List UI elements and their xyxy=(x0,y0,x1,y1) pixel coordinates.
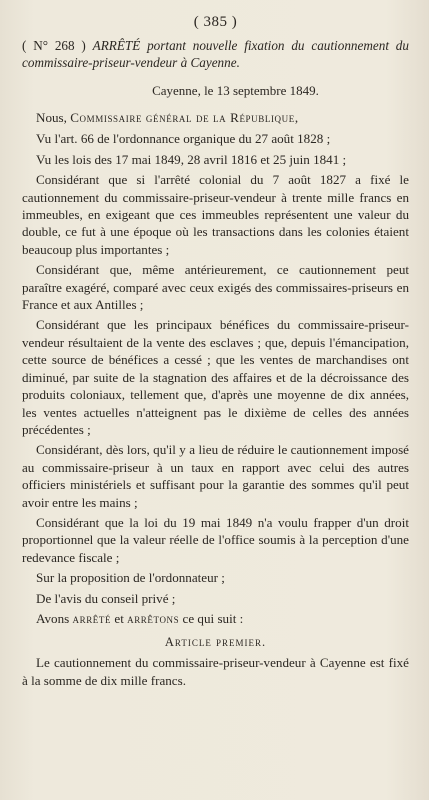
decree-number: ( N° 268 ) xyxy=(22,38,86,53)
paragraph: Vu les lois des 17 mai 1849, 28 avril 1816 et 25 juin 1841 ; xyxy=(36,151,347,167)
paragraph: Vu l'art. 66 de l'ordonnance organique du 27 août 1828 ; xyxy=(36,131,331,147)
paragraph: Considérant que les principaux bénéfices du commissaire-priseur-vendeur résultaient de la vente des esclaves ; que, depuis l'émancipation, cette source de bénéfices a cessé ; que les ventes de marchandises ont diminué, par suite de la stagnation des affaires et de la décroissance des produits coloniaux, tellement que, d'après une moyenne de dix années, les ventes actuelles n'atteignent pas le dixième de celles des années précédentes ; xyxy=(22,317,409,437)
issuer-line xyxy=(22,109,409,126)
issuer-title: Commissaire général de la République xyxy=(70,110,295,125)
paragraph: Sur la proposition de l'ordonnateur ; xyxy=(36,570,225,586)
page-number: ( 385 ) xyxy=(193,14,238,30)
paragraph: Considérant que, même antérieurement, ce cautionnement peut paraître exagéré, comparé avec ceux exigés des commissaires-priseurs en France et aux Antilles ; xyxy=(22,262,409,313)
enactment-middle: et xyxy=(111,610,128,626)
enactment-line xyxy=(22,610,409,627)
enactment-word-2: arrêtons xyxy=(127,610,180,626)
enactment-word-1: arrêté xyxy=(72,610,112,626)
paragraph: Considérant que si l'arrêté colonial du 7 août 1827 a fixé le cautionnement du commissaire-priseur-vendeur à trente mille francs en immeubles, en exigeant que ces immeubles représentent une valeur du double, ce fut à une époque où les transactions dans les colonies étaient beaucoup plus importantes ; xyxy=(22,172,409,257)
paragraph: Considérant que la loi du 19 mai 1849 n'a voulu frapper d'un droit proportionnel que la valeur réelle de l'office soumis à la perception d'une redevance fiscale ; xyxy=(22,514,409,565)
paragraph: Considérant, dès lors, qu'il y a lieu de réduire le cautionnement imposé au commissaire-priseur à un taux en rapport avec celui des autres officiers ministériels et suffisant pour la garantie des sommes qu'il peut avoir entre les mains ; xyxy=(22,442,409,510)
decree-title: ARRÊTÉ portant nouvelle fixation du cautionnement du commissaire-priseur-vendeur à Cayenne. xyxy=(22,38,409,70)
issuer-suffix: , xyxy=(294,110,299,125)
enactment-prefix: Avons xyxy=(36,610,73,626)
decree-heading xyxy=(22,37,409,71)
article-title: Article premier. xyxy=(164,635,267,650)
article-text: Le cautionnement du commissaire-priseur-vendeur à Cayenne est fixé à la somme de dix mille francs. xyxy=(22,655,409,688)
paragraph: De l'avis du conseil privé ; xyxy=(36,590,176,606)
dateline: Cayenne, le 13 septembre 1849. xyxy=(152,83,319,98)
enactment-suffix: ce qui suit : xyxy=(179,610,244,626)
issuer-prefix: Nous, xyxy=(36,110,71,125)
